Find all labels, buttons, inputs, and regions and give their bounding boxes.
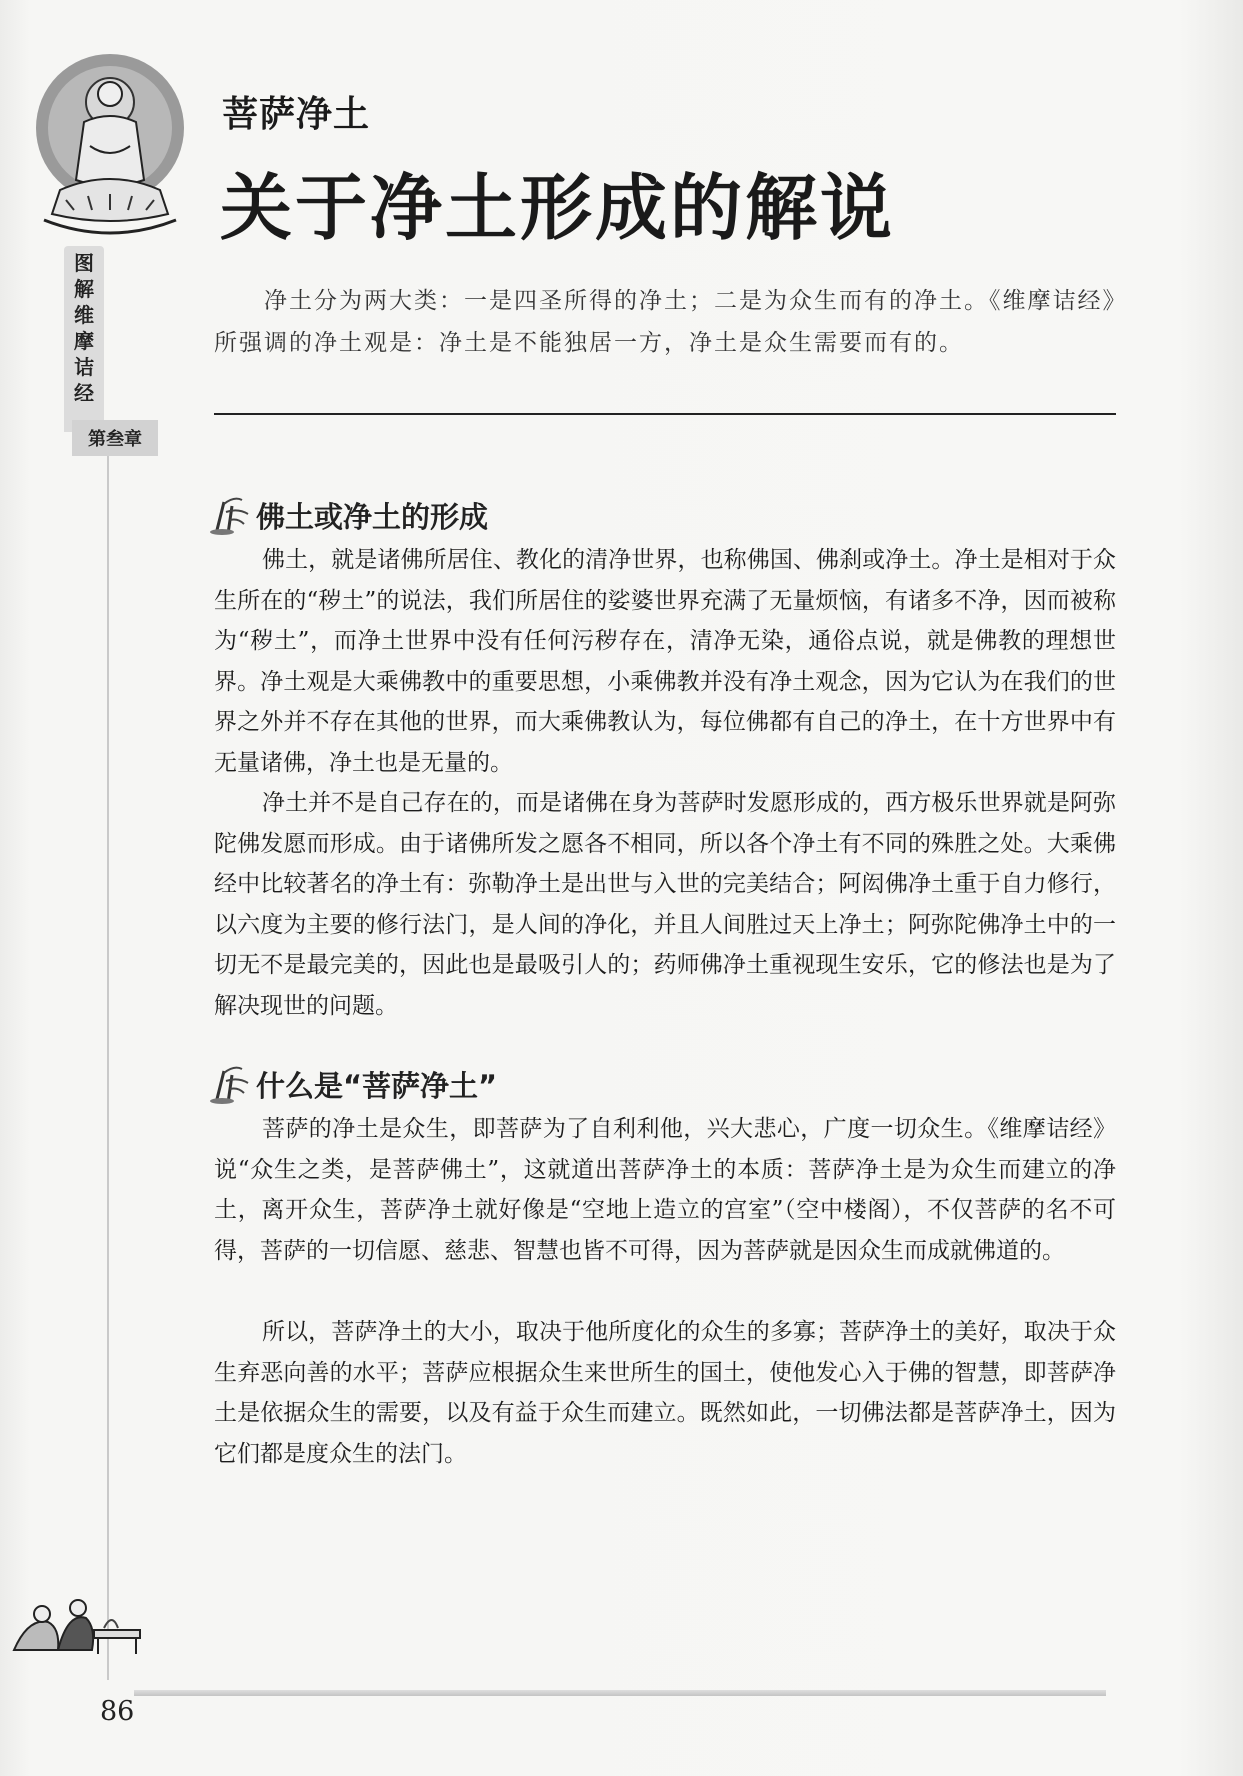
tab-char: 经 <box>74 381 94 405</box>
paragraph: 菩萨的净土是众生，即菩萨为了自利利他，兴大悲心，广度一切众生。《维摩诘经》说“众生之类，是菩萨佛土”，这就道出菩萨净土的本质：菩萨净土是为众生而建立的净土，离开众生，菩萨净土就好像是“空地上造立的宫室”（空中楼阁），不仅菩萨的名不可得，菩萨的一切信愿、慈悲、智慧也皆不可得，因为菩萨就是因众生而成就佛道的。 <box>214 1116 1116 1264</box>
tab-char: 摩 <box>74 329 94 353</box>
bamboo-icon <box>208 494 252 536</box>
section-heading-text: 什么是“菩萨净土” <box>256 1068 498 1103</box>
scholar-illustration <box>8 1588 148 1658</box>
tab-char: 图 <box>74 251 94 275</box>
paragraph: 净土并不是自己存在的，而是诸佛在身为菩萨时发愿形成的，西方极乐世界就是阿弥陀佛发愿而形成。由于诸佛所发之愿各不相同，所以各个净土有不同的殊胜之处。大乘佛经中比较著名的净土有：弥勒净土是出世与入世的完美结合；阿闳佛净土重于自力修行，以六度为主要的修行法门，是人间的净化，并且人间胜过天上净土；阿弥陀佛净土中的一切无不是最完美的，因此也是最吸引人的；药师佛净土重视现生安乐，它的修法也是为了解决现世的问题。 <box>214 790 1116 1019</box>
footer-rule <box>134 1690 1106 1696</box>
page-subtitle: 菩萨净土 <box>222 93 371 135</box>
paragraph: 佛土，就是诸佛所居住、教化的清净世界，也称佛国、佛刹或净土。净土是相对于众生所在的“秽土”的说法，我们所居住的娑婆世界充满了无量烦恼，有诸多不净，因而被称为“秽土”，而净土世界中没有任何污秽存在，清净无染，通俗点说，就是佛教的理想世界。净土观是大乘佛教中的重要思想，小乘佛教并没有净土观念，因为它认为在我们的世界之外并不存在其他的世界，而大乘佛教认为，每位佛都有自己的净土，在十方世界中有无量诸佛，净土也是无量的。 <box>214 547 1116 776</box>
section-heading-text: 佛土或净土的形成 <box>256 499 489 534</box>
bamboo-icon <box>208 1063 252 1105</box>
tab-char: 维 <box>74 303 94 327</box>
section-heading <box>208 1063 497 1105</box>
buddha-illustration <box>30 50 190 250</box>
page-title: 关于净土形成的解说 <box>220 165 896 250</box>
chapter-tab: 第叁章 <box>72 420 158 456</box>
paragraph: 所以，菩萨净土的大小，取决于他所度化的众生的多寡；菩萨净土的美好，取决于众生弃恶向善的水平；菩萨应根据众生来世所生的国土，使他发心入于佛的智慧，即菩萨净土是依据众生的需要，以及有益于众生而建立。既然如此，一切佛法都是菩萨净土，因为它们都是度众生的法门。 <box>214 1319 1116 1467</box>
tab-char: 解 <box>74 277 94 301</box>
book-title-tab <box>64 246 104 432</box>
intro-text: 净土分为两大类：一是四圣所得的净土；二是为众生而有的净土。《维摩诘经》所强调的净土观是：净土是不能独居一方，净土是众生需要而有的。 <box>214 288 1116 356</box>
section-heading <box>208 494 488 536</box>
tab-char: 诘 <box>74 355 94 379</box>
intro-divider <box>214 413 1116 415</box>
page-number: 86 <box>100 1696 135 1727</box>
margin-rule <box>107 440 109 1680</box>
